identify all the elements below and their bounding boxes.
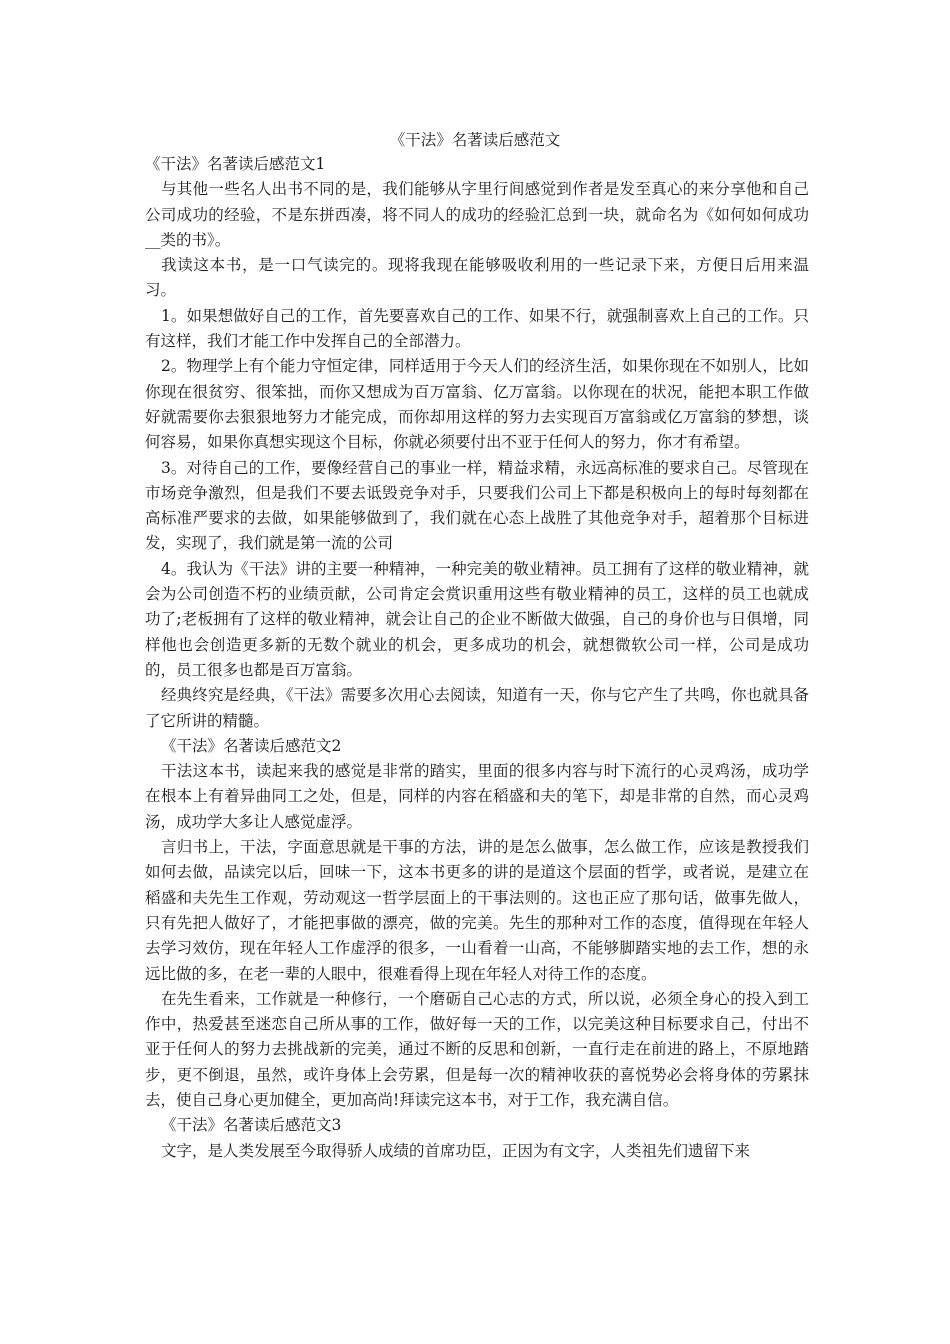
body-paragraph: 我读这本书，是一口气读完的。现将我现在能够吸收利用的一些记录下来，方便日后用来温习。 — [145, 256, 809, 300]
document-body — [145, 152, 809, 1164]
section-heading-2: 《干法》名著读后感范文2 — [161, 736, 342, 755]
document-title: 《干法》名著读后感范文 — [389, 131, 561, 149]
body-paragraph: 与其他一些名人出书不同的是，我们能够从字里行间感觉到作者是发至真心的来分享他和自己公司成功的经验，不是东拼西凑，将不同人的成功的经验汇总到一块，就命名为《如何如何成功__类的书》。 — [145, 180, 809, 249]
section-heading-3: 《干法》名著读后感范文3 — [161, 1116, 342, 1135]
section-heading-1: 《干法》名著读后感范文1 — [145, 155, 326, 173]
list-item-3: 3。对待自己的工作，要像经营自己的事业一样，精益求精，永远高标准的要求自己。尽管现在市场竞争激烈，但是我们不要去诋毁竞争对手，只要我们公司上下都是积极向上的每时每刻都在高标准严要求的去做，如果能够做到了，我们就在心态上战胜了其他竞争对手，超着那个目标进发，实现了，我们就是第一流的公司 — [145, 458, 809, 553]
body-paragraph: 在先生看来，工作就是一种修行，一个磨砺自己心志的方式，所以说，必须全身心的投入到工作中，热爱甚至迷恋自己所从事的工作，做好每一天的工作，以完美这种目标要求自己，付出不亚于任何人的努力去挑战新的完美，通过不断的反思和创新，一直行走在前进的路上，不原地踏步，更不倒退，虽然，或许身体上会劳累，但是每一次的精神收获的喜悦势必会将身体的劳累抹去，使自己身心更加健全，更加高尚!拜读完这本书，对于工作，我充满自信。 — [145, 989, 809, 1109]
body-paragraph: 经典终究是经典，《干法》需要多次用心去阅读，知道有一天，你与它产生了共鸣，你也就具备了它所讲的精髓。 — [145, 686, 809, 730]
body-paragraph: 干法这本书，读起来我的感觉是非常的踏实，里面的很多内容与时下流行的心灵鸡汤，成功学在根本上有着异曲同工之处，但是，同样的内容在稻盛和夫的笔下，却是非常的自然，而心灵鸡汤，成功学大多让人感觉虚浮。 — [145, 762, 809, 831]
body-paragraph: 文字，是人类发展至今取得骄人成绩的首席功臣，正因为有文字，人类祖先们遗留下来 — [161, 1141, 751, 1160]
list-item-1: 1。如果想做好自己的工作，首先要喜欢自己的工作、如果不行，就强制喜欢上自己的工作。只有这样，我们才能工作中发挥自己的全部潜力。 — [145, 306, 809, 351]
body-paragraph: 言归书上，干法，字面意思就是干事的方法，讲的是怎么做事，怎么做工作，应该是教授我们如何去做，品读完以后，回味一下，这本书更多的讲的是道这个层面的哲学，或者说，是建立在稻盛和夫先生工作观，劳动观这一哲学层面上的干事法则的。这也正应了那句话，做事先做人，只有先把人做好了，才能把事做的漂亮，做的完美。先生的那种对工作的态度，值得现在年轻人去学习效仿，现在年轻人工作虚浮的很多，一山看着一山高，不能够脚踏实地的去工作，想的永远比做的多，在老一辈的人眼中，很难看得上现在年轻人对待工作的态度。 — [145, 838, 809, 983]
list-item-2: 2。物理学上有个能力守恒定律，同样适用于今天人们的经济生活，如果你现在不如别人，比如你现在很贫穷、很笨拙，而你又想成为百万富翁、亿万富翁。以你现在的状况，能把本职工作做好就需要你去狠狠地努力才能完成，而你却用这样的努力去实现百万富翁或亿万富翁的梦想，谈何容易，如果你真想实现这个目标，你就必须要付出不亚于任何人的努力，你才有希望。 — [145, 357, 809, 452]
list-item-4: 4。我认为《干法》讲的主要一种精神，一种完美的敬业精神。员工拥有了这样的敬业精神，就会为公司创造不朽的业绩贡献，公司肯定会赏识重用这些有敬业精神的员工，这样的员工也就成功了;老板拥有了这样的敬业精神，就会让自己的企业不断做大做强，自己的身价也与日俱增，同样他也会创造更多新的无数个就业的机会，更多成功的机会，就想微软公司一样，公司是成功的，员工很多也都是百万富翁。 — [145, 559, 809, 679]
